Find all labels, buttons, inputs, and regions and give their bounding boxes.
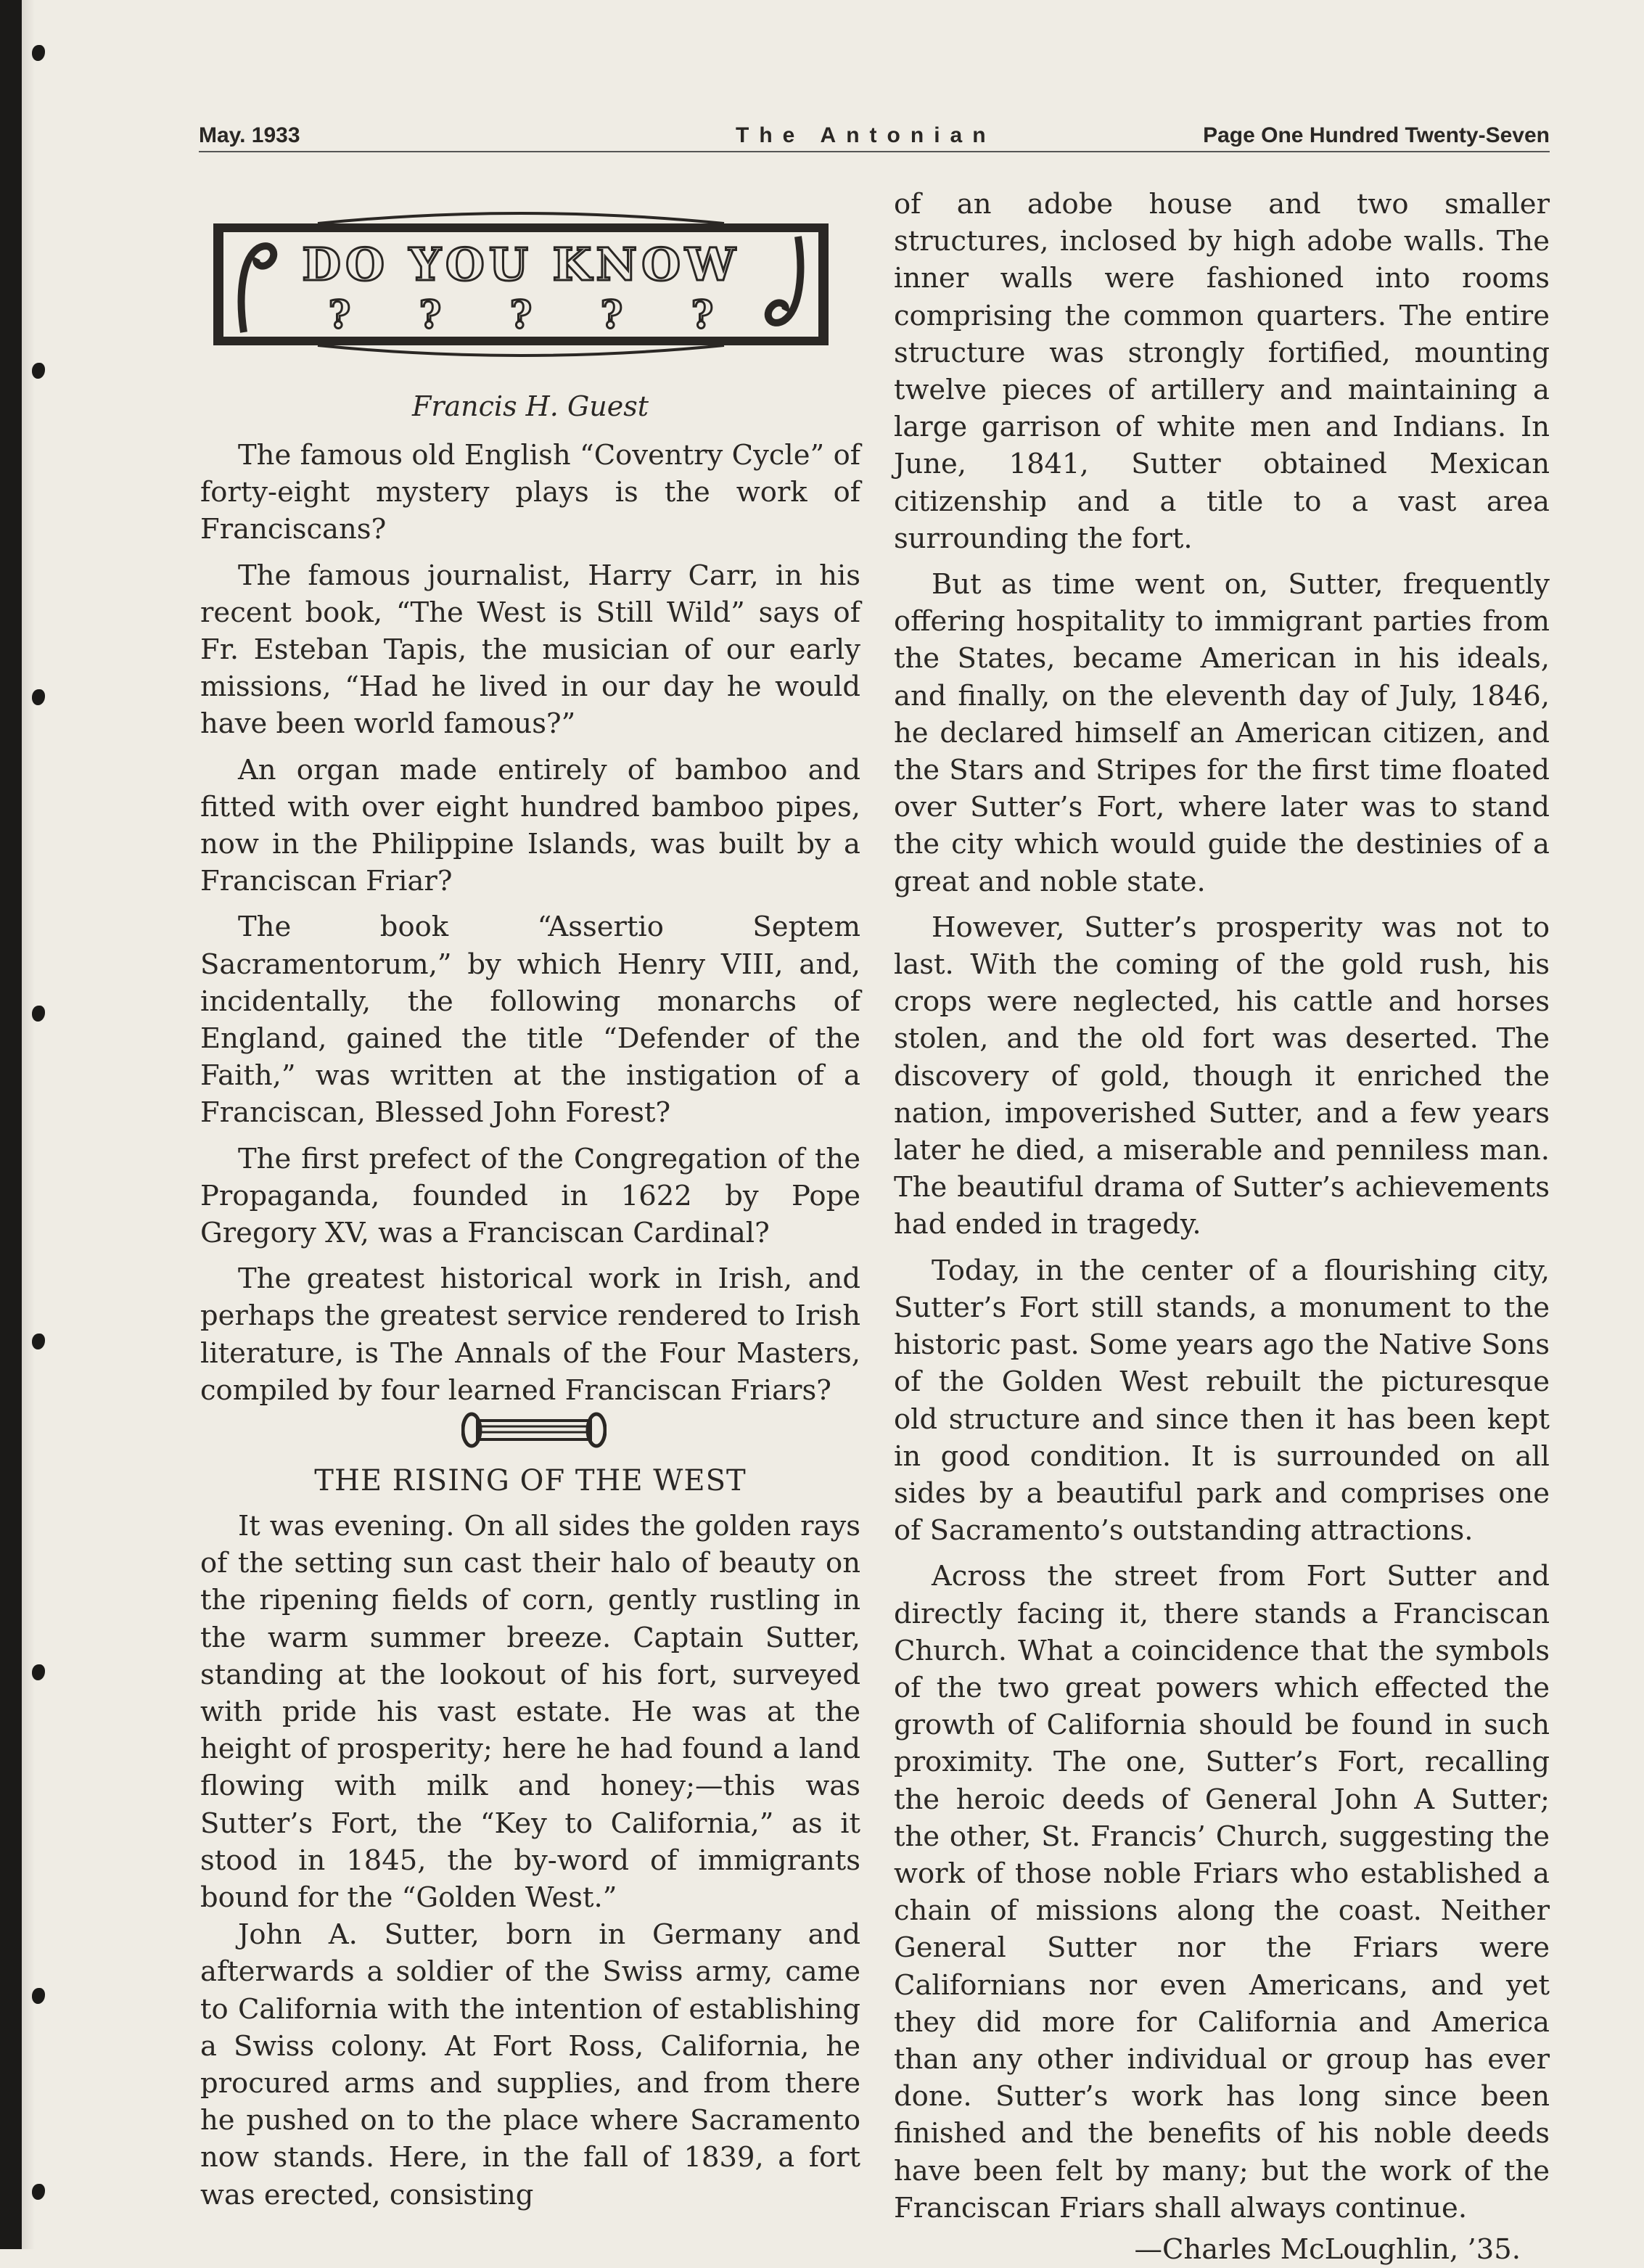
article-paragraph: Across the street from Fort Sutter and directly facing it, there stands a Franciscan Church. What a coincidence that the symbols of the two great powers which effected the growth of California should be found in such proximity. The one, Sutter’s Fort, recalling the heroic deeds of General John A Sutter; the other, St. Francis’ Church, suggesting the work of those noble Friars who established a chain of missions along the coast. Neither General Sutter nor the Friars were Californians nor even Americans, and yet they did more for California and America than any other individual or group has ever done. Sutter’s work has long since been finished and the benefits of his noble deeds have been felt by many; but the work of the Franciscan Friars shall always continue. [894,1560,1550,2224]
do-you-know-item: An organ made entirely of bamboo and fitted with over eight hundred bamboo pipes, now in the Philippine Islands, was built by a Franciscan Friar? [200,753,860,898]
binding-hole [32,1006,45,1022]
article-paragraph: Today, in the center of a flourishing city, Sutter’s Fort still stands, a monument to the historic past. Some years ago the Native Sons of the Golden West rebuilt the picturesque old structure and since then it has been kept in good condition. It is surrounded on all sides by a beautiful park and comprises one of Sacramento’s outstanding attractions. [894,1254,1550,1548]
article-paragraph: It was evening. On all sides the golden rays of the setting sun cast their halo of beauty on the ripening fields of corn, gently rustling in the warm summer breeze. Captain Sutter, standing at the lookout of his fort, surveyed with pride his vast estate. He was at the height of prosperity; here he had found a land flowing with milk and honey;—this was Sutter’s Fort, the “Key to California,” as it stood in 1845, the by-word of immigrants bound for the “Golden West.” [200,1510,860,1915]
binding-shadow [22,0,35,2249]
question-mark: ? [691,293,714,337]
do-you-know-item: The first prefect of the Congregation of the Propaganda, founded in 1622 by Pope Gregory XV, was a Franciscan Cardinal? [200,1142,860,1250]
section-divider-ornament [461,1410,607,1450]
banner-top-scroll [318,213,724,223]
binding-hole [32,2184,45,2200]
page-binding [0,0,22,2249]
binding-hole [32,1664,45,1680]
binding-hole [32,689,45,705]
question-mark: ? [509,293,533,337]
do-you-know-items [200,437,860,1409]
question-mark: ? [328,293,351,337]
article-title: THE RISING OF THE WEST [314,1464,747,1497]
article-left-column [200,1508,860,2214]
do-you-know-banner [209,208,833,360]
article-signature: —Charles McLoughlin, ’35. [1134,2232,1521,2266]
binding-hole [32,45,45,61]
header-page-number: Page One Hundred Twenty-Seven [1203,123,1550,147]
byline-author: Francis H. Guest [411,390,649,422]
binding-hole [32,363,45,379]
article-paragraph: But as time went on, Sutter, frequently offering hospitality to immigrant parties from the States, became American in his ideals, and finally, on the eleventh day of July, 1846, he declared himself an American citizen, and the Stars and Stripes for the first time floated over Sutter’s Fort, where later was to stand the city which would guide the destinies of a great and noble state. [894,568,1550,898]
do-you-know-item: The famous old English “Coventry Cycle” of forty-eight mystery plays is the work of Franciscans? [200,439,860,546]
article-paragraph: However, Sutter’s prosperity was not to last. With the coming of the gold rush, his crops were neglected, his cattle and horses stolen, and the old fort was deserted. The discovery of gold, though it enriched the nation, impoverished Sutter, and a few years later he died, a miserable and penniless man. The beautiful drama of Sutter’s achievements had ended in tragedy. [894,911,1550,1241]
article-paragraph: John A. Sutter, born in Germany and afterwards a soldier of the Swiss army, came to California with the intention of establishing a Swiss colony. At Fort Ross, California, he procured arms and supplies, and from there he pushed on to the place where Sacramento now stands. Here, in the fall of 1839, a fort was erected, consisting [200,1918,860,2211]
question-mark: ? [600,293,623,337]
banner-title: DO YOU KNOW [302,238,740,291]
do-you-know-item: The book “Assertio Septem Sacramentorum,” by which Henry VIII, and, incidentally, the following monarchs of England, gained the title “Defender of the Faith,” was written at the instigation of a Franciscan, Blessed John Forest? [200,911,860,1130]
header-title: The Antonian [736,123,996,147]
article-paragraph-continued: of an adobe house and two smaller structures, inclosed by high adobe walls. The inner walls were fashioned into rooms comprising the common quarters. The entire structure was strongly fortified, mounting twelve pieces of artillery and maintaining a large garrison of white men and Indians. In June, 1841, Sutter obtained Mexican citizenship and a title to a vast area surrounding the fort. [894,188,1550,555]
question-mark: ? [419,293,442,337]
do-you-know-item: The greatest historical work in Irish, and perhaps the greatest service rendered to Irish literature, is The Annals of the Four Masters, compiled by four learned Franciscan Friars? [200,1262,860,1407]
banner-bottom-scroll [318,345,724,356]
running-header [199,122,1550,152]
article-right-column [894,186,1550,2268]
header-date: May. 1933 [199,123,300,147]
binding-hole [32,1334,45,1349]
do-you-know-item: The famous journalist, Harry Carr, in his recent book, “The West is Still Wild” says of Fr. Esteban Tapis, the musician of our early missions, “Had he lived in our day he would have been world famous?” [200,559,860,741]
binding-hole [32,1988,45,2004]
